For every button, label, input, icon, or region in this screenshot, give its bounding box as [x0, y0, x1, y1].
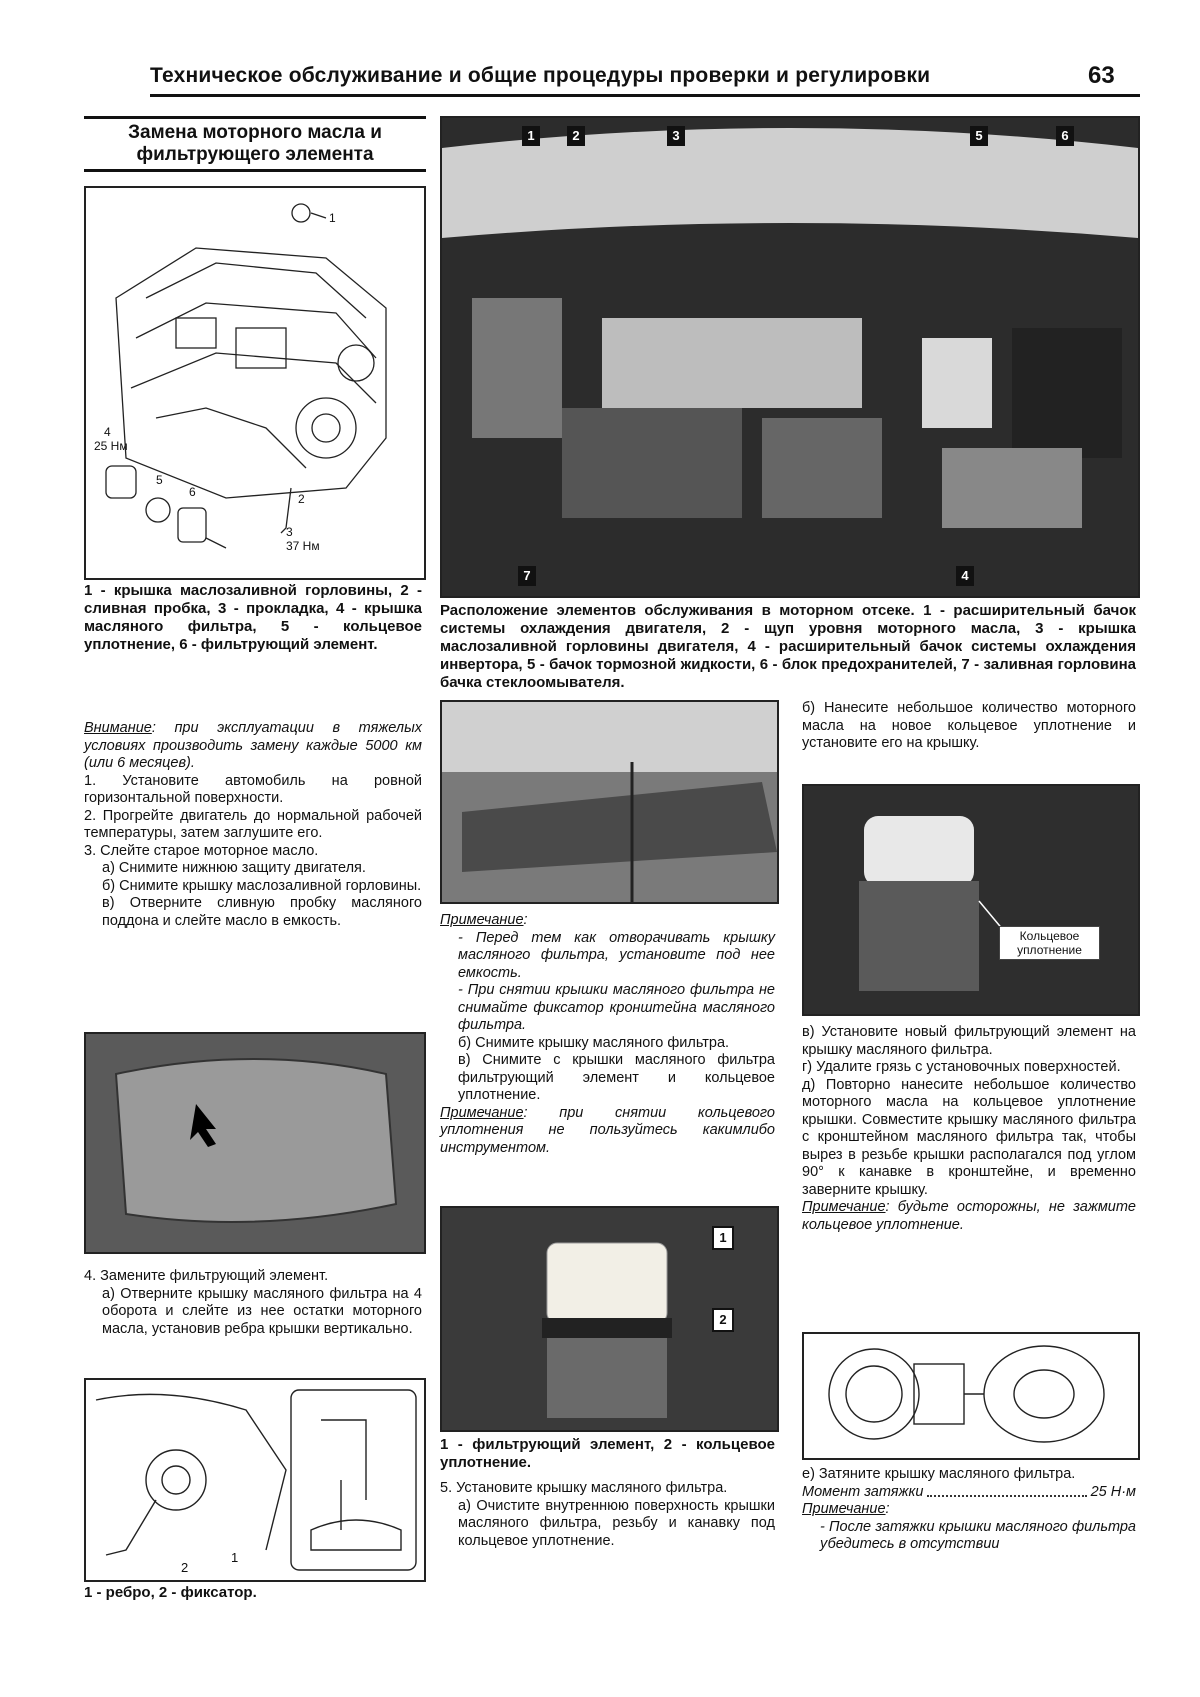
step-4a: а) Отверните крышку масляного фильтра на 4 оборота и слейте из нее остатки моторного масла, установив ребра крышки вертикально. — [102, 1285, 422, 1337]
filter-cap-drawing — [86, 1380, 424, 1580]
bay-tag-7: 7 — [518, 566, 536, 586]
filter-cap-diagram — [84, 1378, 426, 1582]
note2-text: : при снятии кольцевого уплотнения не пользуйтесь какимлибо инструментом. — [440, 1104, 775, 1156]
engine-diagram-caption: 1 - крышка маслозаливной горловины, 2 - сливная пробка, 3 - прокладка, 4 - крышка масляного фильтра, 5 - кольцевое уплотнение, 6 - фильтрующий элемент. — [84, 582, 422, 653]
oil-pan-photo — [84, 1032, 426, 1254]
bay-tag-3: 3 — [667, 126, 685, 146]
engine-bay-photo — [440, 116, 1140, 598]
filter-diagram-caption: 1 - ребро, 2 - фиксатор. — [84, 1584, 257, 1601]
step-3a: а) Снимите нижнюю защиту двигателя. — [102, 860, 366, 876]
mid-step-v: в) Снимите с крышки масляного фильтра фильтрующий элемент и кольцевое уплотнение. — [458, 1052, 775, 1103]
step-4: 4. Замените фильтрующий элемент. — [84, 1268, 329, 1284]
bay-tag-2: 2 — [567, 126, 585, 146]
right-column-text — [802, 1024, 1136, 1234]
left-step-4 — [84, 1268, 422, 1338]
middle-column-text-top: Примечание: - Перед тем как отворачивать крышку масляного фильтра, установите под нее емкость. - При снятии крышки масляного фильтра не снимайте фиксатор кронштейна масляного фильтра. б) Снимите крышку масляного фильтра. в) Снимите с крышки масляного фильтра фильтрующий элемент и кольцевое уплотнение. Примечание: при снятии кольцевого уплотнения не пользуйтесь какимлибо инструментом. — [440, 912, 775, 1156]
diagram-label-2: 2 — [298, 492, 305, 506]
header-rule — [150, 94, 1140, 97]
step-3: 3. Слейте старое моторное масло. — [84, 842, 319, 859]
note1-label: Примечание — [440, 912, 524, 928]
running-header-title: Техническое обслуживание и общие процедуры проверки и регулировки — [150, 64, 931, 87]
o-ring-label: Кольцевое уплотнение — [999, 926, 1100, 960]
engine-bay-drawing — [442, 118, 1138, 596]
right-step-b-text: б) Нанесите небольшое количество моторного масла на новое кольцевое уплотнение и установите его на крышку. — [802, 700, 1136, 751]
element-tag-1: 1 — [712, 1226, 734, 1250]
filter-assembly-diagram — [802, 1332, 1140, 1460]
torque-label: Момент затяжки — [802, 1483, 924, 1500]
right-step-e: е) Затяните крышку масляного фильтра. — [802, 1466, 1076, 1482]
filter-diagram-label-2: 2 — [181, 1560, 189, 1575]
note1-item-1: - Перед тем как отворачивать крышку масляного фильтра, установите под нее емкость. — [458, 929, 775, 981]
filter-diagram-label-1: 1 — [231, 1550, 239, 1565]
torque-spec — [802, 1484, 1136, 1502]
right-step-d: д) Повторно нанесите небольшое количество моторного масла на кольцевое уплотнение крышки. Совместите крышку масляного фильтра с кронштейном масляного фильтра так, чтобы вырез в резьбе крышки располагался под углом 90° к канавке в кронштейне, и временно заверните крышку. — [802, 1076, 1136, 1198]
mid-step-b: б) Снимите крышку масляного фильтра. — [458, 1034, 730, 1051]
bay-tag-6: 6 — [1056, 126, 1074, 146]
section-title: Замена моторного масла и фильтрующего элемента — [84, 116, 426, 172]
filter-element-caption: 1 - фильтрующий элемент, 2 - кольцевое уплотнение. — [440, 1436, 775, 1471]
bay-tag-5: 5 — [970, 126, 988, 146]
torque-label-drain-plug: 37 Нм — [286, 539, 320, 553]
step-5a: а) Очистите внутреннюю поверхность крышки масляного фильтра, резьбу и канавку под кольцевое уплотнение. — [458, 1497, 775, 1549]
torque-label-filter-cap: 25 Нм — [94, 439, 128, 453]
element-tag-2: 2 — [712, 1308, 734, 1332]
filter-housing-photo — [440, 700, 779, 904]
bay-tag-4: 4 — [956, 566, 974, 586]
warning-label: Внимание — [84, 720, 152, 736]
note2-label: Примечание — [440, 1104, 524, 1121]
right-note-text: : будьте осторожны, не зажмите кольцевое уплотнение. — [802, 1199, 1136, 1233]
step-5: 5. Установите крышку масляного фильтра. — [440, 1480, 728, 1496]
torque-value: 25 Н·м — [1090, 1483, 1136, 1500]
filter-housing-drawing — [442, 702, 777, 902]
oil-pan-drawing — [86, 1034, 424, 1252]
engine-bay-caption: Расположение элементов обслуживания в моторном отсеке. 1 - расширительный бачок системы охлаждения двигателя, 2 - щуп уровня моторного масла, 3 - крышка маслозаливной горловины двигателя, 4 - расширительный бачок системы охлаждения инвертора, 5 - бачок тормозной жидкости, 6 - блок предохранителей, 7 - заливная горловина бачка стеклоомывателя. — [440, 602, 1136, 691]
note1-item-2: - При снятии крышки масляного фильтра не снимайте фиксатор кронштейна масляного фильтра. — [458, 982, 775, 1033]
diagram-label-3: 3 — [286, 525, 293, 539]
step-3v: в) Отверните сливную пробку масляного поддона и слейте масло в емкость. — [102, 895, 422, 929]
warning-text: : при эксплуатации в тяжелых условиях производить замену каждые 5000 км (или 6 месяцев). — [84, 720, 422, 771]
filter-element-photo — [440, 1206, 779, 1432]
middle-column-text-bottom — [440, 1480, 775, 1550]
o-ring-drawing — [804, 786, 1138, 1014]
bay-tag-1: 1 — [522, 126, 540, 146]
diagram-label-4: 4 — [104, 425, 111, 439]
page-number: 63 — [1088, 62, 1115, 89]
step-1: 1. Установите автомобиль на ровной горизонтальной поверхности. — [84, 772, 422, 806]
right-step-v: в) Установите новый фильтрующий элемент на крышку масляного фильтра. — [802, 1024, 1136, 1058]
note3-label: Примечание — [802, 1501, 886, 1517]
step-2: 2. Прогрейте двигатель до нормальной рабочей температуры, затем заглушите его. — [84, 807, 422, 841]
engine-exploded-diagram — [84, 186, 426, 580]
engine-drawing — [86, 188, 424, 578]
diagram-label-6: 6 — [189, 485, 196, 499]
filter-assembly-drawing — [804, 1334, 1138, 1458]
left-column-text — [84, 720, 422, 930]
right-note-label: Примечание — [802, 1199, 886, 1215]
right-step-b — [802, 700, 1136, 753]
o-ring-photo — [802, 784, 1140, 1016]
diagram-label-1: 1 — [329, 211, 336, 225]
right-step-g: г) Удалите грязь с установочных поверхностей. — [802, 1059, 1121, 1075]
right-column-bottom: е) Затяните крышку масляного фильтра. Момент затяжки 25 Н·м Примечание: - После затяжки крышки масляного фильтра убедитесь в отсутствии — [802, 1466, 1136, 1552]
diagram-label-5: 5 — [156, 473, 163, 487]
note3-text: - После затяжки крышки масляного фильтра убедитесь в отсутствии — [820, 1518, 1136, 1552]
step-3b: б) Снимите крышку маслозаливной горловины. — [102, 877, 422, 894]
